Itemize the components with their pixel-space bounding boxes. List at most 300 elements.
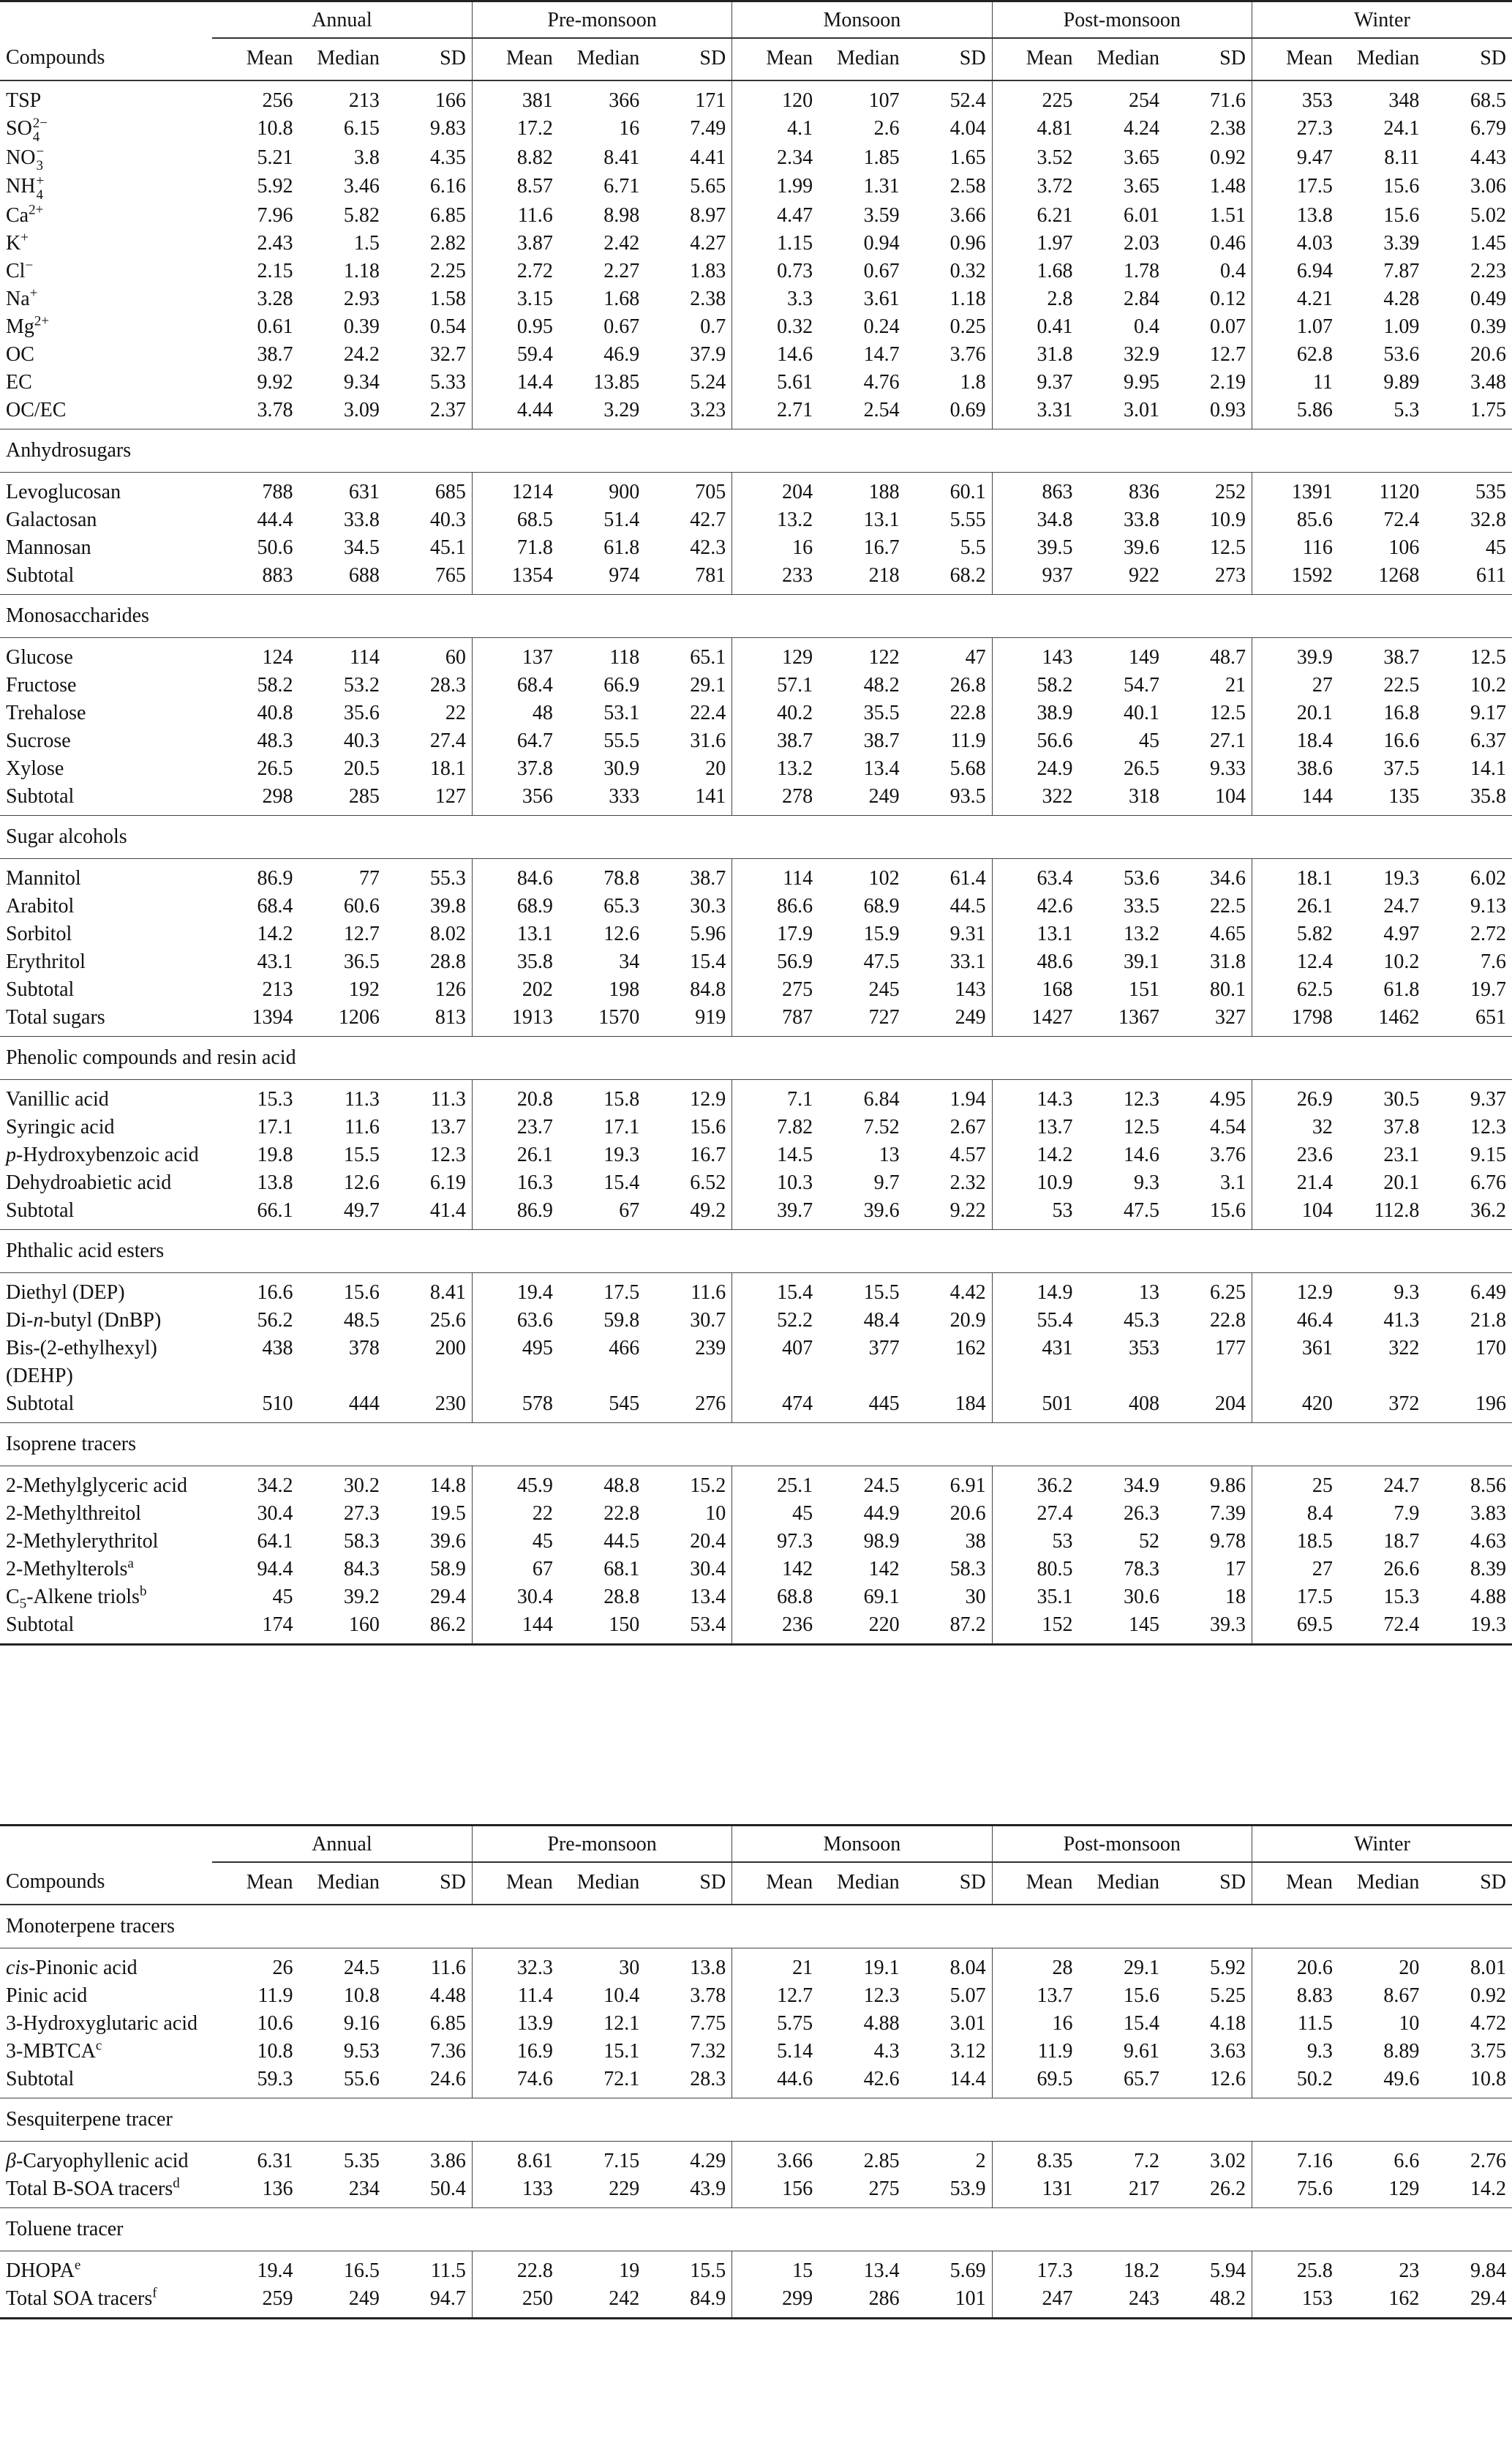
group-header-post-monsoon: Post-monsoon (992, 1, 1252, 39)
cell-winter-sd: 6.02 (1470, 866, 1506, 890)
cell-pre-monsoon-sd: 43.9 (690, 2177, 726, 2200)
cell-monsoon-median: 245 (868, 978, 900, 1001)
cell-annual-mean: 50.6 (257, 536, 293, 559)
compound-name: p-Hydroxybenzoic acid (6, 1143, 199, 1166)
subscript: 3 (36, 158, 43, 174)
cell-monsoon-mean: 129 (732, 637, 819, 672)
cell-winter-sd: 6.37 (1470, 729, 1506, 752)
cell-post-monsoon-median: 7.2 (1133, 2150, 1159, 2172)
cell-annual-median: 12.6 (343, 1171, 380, 1194)
cell-annual-sd: 4.35 (429, 146, 466, 169)
cell-annual-median: 1206 (338, 1005, 380, 1029)
cell-annual-sd: 45.1 (429, 536, 466, 559)
compound-name: Dehydroabietic acid (6, 1171, 172, 1194)
cell-post-monsoon-sd: 9.86 (1209, 1474, 1246, 1497)
cell-winter-sd: 2.23 (1470, 259, 1506, 282)
cell-winter-sd: 20.6 (1470, 342, 1506, 366)
cell-pre-monsoon-mean: 8.57 (472, 173, 558, 202)
cell-annual-median: 40.3 (343, 729, 380, 752)
cell-pre-monsoon-sd: 1.83 (690, 259, 726, 282)
cell-post-monsoon-mean: 17.3 (992, 2251, 1078, 2286)
cell-post-monsoon-mean: 63.4 (992, 858, 1078, 893)
cell-post-monsoon-sd: 2.19 (1209, 370, 1246, 394)
cell-annual-mean: 3.28 (257, 287, 293, 310)
cell-annual-median: 631 (348, 480, 380, 503)
cell-pre-monsoon-sd: 30.4 (690, 1557, 726, 1580)
cell-winter-sd: 2.72 (1470, 922, 1506, 945)
cell-post-monsoon-median: 0.4 (1133, 315, 1159, 338)
cell-monsoon-median: 102 (868, 866, 900, 890)
cell-monsoon-sd: 4.42 (949, 1280, 986, 1304)
cell-annual-sd: 126 (435, 978, 466, 1001)
cell-post-monsoon-sd: 0.4 (1219, 259, 1246, 282)
table-row (0, 173, 1512, 202)
cell-winter-sd: 35.8 (1470, 784, 1506, 808)
cell-post-monsoon-sd: 12.6 (1209, 2068, 1246, 2090)
cell-annual-sd: 25.6 (429, 1308, 466, 1332)
cell-monsoon-median: 13.4 (863, 757, 900, 780)
cell-post-monsoon-mean: 69.5 (992, 2066, 1078, 2098)
cell-pre-monsoon-mean: 35.8 (472, 948, 558, 976)
cell-winter-mean: 32 (1252, 1114, 1338, 1141)
mean-header: Mean (1252, 1862, 1338, 1905)
cell-annual-mean: 256 (262, 89, 293, 112)
cell-annual-median: 30.2 (343, 1474, 380, 1497)
cell-pre-monsoon-sd: 15.6 (690, 1115, 726, 1138)
cell-pre-monsoon-mean: 202 (472, 976, 558, 1004)
cell-monsoon-median: 13.1 (863, 508, 900, 531)
compound-name: Sorbitol (6, 922, 72, 945)
italic-text: cis (6, 1957, 29, 1979)
cell-annual-median: 84.3 (343, 1557, 380, 1580)
group-header-row (0, 1, 1512, 39)
empty-header-cell (0, 1826, 212, 1863)
cell-post-monsoon-median: 2.03 (1123, 231, 1159, 255)
cell-winter-sd: 2.76 (1470, 2150, 1506, 2172)
cell-monsoon-mean: 7.1 (732, 1079, 819, 1114)
mean-header: Mean (1252, 38, 1338, 80)
cell-pre-monsoon-median: 65.3 (603, 894, 640, 918)
cell-winter-sd: 32.8 (1470, 508, 1506, 531)
cell-monsoon-mean: 57.1 (732, 672, 819, 699)
cell-annual-mean: 438 (262, 1336, 293, 1359)
cell-post-monsoon-mean: 9.37 (992, 369, 1078, 397)
cell-pre-monsoon-sd: 15.4 (690, 950, 726, 973)
superscript: e (74, 2257, 81, 2273)
table-row (0, 2010, 1512, 2038)
cell-annual-median: 6.15 (343, 117, 380, 140)
cell-annual-mean: 298 (262, 784, 293, 808)
table-row (0, 2285, 1512, 2319)
sd-header: SD (699, 47, 726, 70)
cell-annual-median: 58.3 (343, 1529, 380, 1553)
cell-monsoon-sd: 162 (955, 1336, 986, 1359)
cell-pre-monsoon-mean: 45 (472, 1528, 558, 1556)
cell-post-monsoon-mean: 13.7 (992, 1982, 1078, 2010)
table-row (0, 115, 1512, 144)
data-table-part-2 (0, 1824, 1512, 2319)
cell-monsoon-median: 6.84 (863, 1087, 900, 1111)
cell-pre-monsoon-sd: 30.7 (690, 1308, 726, 1332)
cell-pre-monsoon-sd: 29.1 (690, 673, 726, 697)
compound-name: Subtotal (6, 2068, 75, 2090)
cell-winter-mean: 75.6 (1252, 2175, 1338, 2208)
cell-annual-mean: 2.15 (257, 259, 293, 282)
cell-post-monsoon-median: 13.2 (1123, 922, 1159, 945)
section-header-row (0, 429, 1512, 472)
cell-monsoon-sd: 2.58 (949, 175, 986, 198)
cell-post-monsoon-mean: 937 (992, 562, 1078, 595)
table-row (0, 202, 1512, 230)
cell-monsoon-median: 24.5 (863, 1474, 900, 1497)
cell-post-monsoon-mean: 80.5 (992, 1556, 1078, 1583)
cell-pre-monsoon-mean: 17.2 (472, 115, 558, 144)
cell-pre-monsoon-mean: 20.8 (472, 1079, 558, 1114)
compound-name: 2-Methylthreitol (6, 1501, 142, 1525)
cell-annual-mean: 56.2 (257, 1308, 293, 1332)
cell-post-monsoon-mean: 131 (992, 2175, 1078, 2208)
section-title: Phenolic compounds and resin acid (0, 1036, 1512, 1079)
cell-monsoon-mean: 5.14 (732, 2038, 819, 2066)
cell-winter-sd: 10.8 (1470, 2068, 1506, 2090)
cell-post-monsoon-median: 54.7 (1123, 673, 1159, 697)
compound-name: Na+ (6, 285, 38, 310)
cell-annual-median: 11.3 (344, 1087, 380, 1111)
cell-annual-sd: 2.82 (429, 231, 466, 255)
cell-annual-median: 160 (348, 1613, 380, 1636)
cell-monsoon-mean: 407 (732, 1335, 819, 1390)
charge-script (36, 174, 44, 202)
median-header: Median (576, 47, 640, 70)
cell-annual-sd: 8.02 (429, 922, 466, 945)
compound-name: Fructose (6, 673, 77, 697)
group-header-winter: Winter (1252, 1826, 1512, 1863)
cell-monsoon-mean: 38.7 (732, 727, 819, 755)
cell-pre-monsoon-mean: 45.9 (472, 1466, 558, 1500)
italic-text: p (6, 1143, 16, 1166)
cell-annual-median: 3.8 (353, 146, 380, 169)
cell-pre-monsoon-mean: 86.9 (472, 1197, 558, 1230)
compound-name: Pinic acid (6, 1984, 88, 2007)
cell-monsoon-sd: 11.9 (950, 729, 986, 752)
cell-post-monsoon-mean: 38.9 (992, 699, 1078, 727)
cell-winter-mean: 11 (1252, 369, 1338, 397)
compound-name: Subtotal (6, 784, 75, 808)
cell-pre-monsoon-mean: 381 (472, 80, 558, 115)
cell-annual-sd: 11.5 (430, 2259, 466, 2282)
mean-header: Mean (992, 38, 1078, 80)
mean-header: Mean (246, 1871, 293, 1894)
cell-pre-monsoon-mean: 68.4 (472, 672, 558, 699)
cell-monsoon-sd: 3.76 (949, 342, 986, 366)
cell-monsoon-sd: 22.8 (949, 701, 986, 724)
cell-pre-monsoon-median: 242 (609, 2287, 640, 2310)
cell-post-monsoon-sd: 3.1 (1219, 1171, 1246, 1194)
cell-post-monsoon-mean: 863 (992, 472, 1078, 506)
compound-name: $Ca^{2+}$ (6, 202, 44, 227)
cell-monsoon-median: 4.76 (863, 370, 900, 394)
cell-annual-median: 12.7 (343, 922, 380, 945)
cell-monsoon-mean: 1.15 (732, 230, 819, 258)
cell-winter-median: 19.3 (1383, 866, 1420, 890)
cell-post-monsoon-sd: 252 (1214, 480, 1246, 503)
cell-post-monsoon-mean: 6.21 (992, 202, 1078, 230)
cell-pre-monsoon-sd: 4.41 (690, 146, 726, 169)
cell-post-monsoon-median: 33.8 (1123, 508, 1159, 531)
cell-post-monsoon-sd: 27.1 (1209, 729, 1246, 752)
cell-post-monsoon-median: 14.6 (1123, 1143, 1159, 1166)
section-title: Phthalic acid esters (0, 1229, 1512, 1272)
cell-winter-mean: 13.8 (1252, 202, 1338, 230)
cell-annual-mean: 10.8 (257, 117, 293, 140)
cell-pre-monsoon-median: 333 (609, 784, 640, 808)
cell-post-monsoon-median: 836 (1128, 480, 1159, 503)
cell-post-monsoon-median: 408 (1128, 1392, 1159, 1415)
cell-annual-sd: 685 (435, 480, 466, 503)
cell-pre-monsoon-sd: 42.7 (690, 508, 726, 531)
superscript: − (25, 258, 34, 274)
mean-header: Mean (732, 1862, 819, 1905)
median-header: Median (837, 47, 900, 70)
median-header: Median (1097, 47, 1159, 70)
superscript: 2+ (29, 202, 44, 218)
cell-winter-sd: 4.88 (1470, 1585, 1506, 1608)
table-row (0, 2142, 1512, 2176)
cell-winter-median: 15.6 (1383, 175, 1420, 198)
cell-annual-mean: 10.8 (257, 2040, 293, 2063)
compound-name: Total B-SOA tracers$^d$ (6, 2175, 180, 2200)
cell-post-monsoon-sd: 22.5 (1209, 894, 1246, 918)
cell-annual-sd: 29.4 (429, 1585, 466, 1608)
table-row (0, 1307, 1512, 1335)
sd-header: SD (1480, 1871, 1506, 1894)
section-header-row (0, 1905, 1512, 1948)
cell-pre-monsoon-sd: 30.3 (690, 894, 726, 918)
cell-winter-mean: 420 (1252, 1390, 1338, 1423)
cell-winter-sd: 0.39 (1470, 315, 1506, 338)
cell-annual-sd: 60 (445, 645, 466, 669)
cell-post-monsoon-sd: 4.18 (1209, 2012, 1246, 2035)
table-row (0, 858, 1512, 893)
cell-winter-sd: 36.2 (1470, 1198, 1506, 1222)
cell-monsoon-mean: 4.47 (732, 202, 819, 230)
table-row (0, 1390, 1512, 1423)
cell-annual-sd: 39.6 (429, 1529, 466, 1553)
cell-annual-median: 234 (348, 2177, 380, 2200)
cell-annual-sd: 813 (435, 1005, 466, 1029)
cell-pre-monsoon-sd: 16.7 (690, 1143, 726, 1166)
cell-post-monsoon-mean: 10.9 (992, 1169, 1078, 1197)
cell-pre-monsoon-median: 7.15 (603, 2150, 640, 2172)
cell-annual-sd: 13.7 (429, 1115, 466, 1138)
cell-winter-median: 129 (1388, 2177, 1420, 2200)
cell-post-monsoon-median: 3.65 (1123, 146, 1159, 169)
cell-annual-mean: 26.5 (257, 757, 293, 780)
cell-monsoon-mean: 14.5 (732, 1141, 819, 1169)
cell-pre-monsoon-median: 150 (609, 1613, 640, 1636)
cell-monsoon-sd: 68.2 (949, 563, 986, 587)
cell-winter-median: 24.7 (1383, 1474, 1420, 1497)
cell-post-monsoon-mean: 35.1 (992, 1583, 1078, 1611)
section-title: Isoprene tracers (0, 1422, 1512, 1466)
cell-monsoon-mean: 236 (732, 1611, 819, 1645)
cell-post-monsoon-mean: 28 (992, 1948, 1078, 1983)
cell-annual-sd: 11.6 (430, 1957, 466, 1979)
cell-winter-median: 23 (1399, 2259, 1420, 2282)
compound-name: Galactosan (6, 508, 97, 531)
cell-pre-monsoon-mean: 59.4 (472, 341, 558, 369)
cell-pre-monsoon-mean: 495 (472, 1335, 558, 1390)
cell-monsoon-mean: 233 (732, 562, 819, 595)
compound-name: Mannosan (6, 536, 91, 559)
cell-annual-median: 11.6 (344, 1115, 380, 1138)
cell-annual-median: 213 (348, 89, 380, 112)
cell-monsoon-sd: 87.2 (949, 1613, 986, 1636)
cell-winter-mean: 7.16 (1252, 2142, 1338, 2176)
table-row (0, 369, 1512, 397)
cell-winter-sd: 170 (1475, 1336, 1506, 1359)
cell-pre-monsoon-sd: 28.3 (690, 2068, 726, 2090)
cell-pre-monsoon-median: 3.29 (603, 398, 640, 421)
cell-post-monsoon-mean: 1.68 (992, 258, 1078, 285)
cell-winter-mean: 27.3 (1252, 115, 1338, 144)
cell-winter-sd: 6.49 (1470, 1280, 1506, 1304)
table-row (0, 562, 1512, 595)
cell-winter-median: 24.7 (1383, 894, 1420, 918)
cell-post-monsoon-median: 18.2 (1123, 2259, 1159, 2282)
cell-post-monsoon-median: 1.78 (1123, 259, 1159, 282)
mean-header: Mean (992, 1862, 1078, 1905)
cell-monsoon-median: 13.4 (863, 2259, 900, 2282)
cell-annual-median: 1.5 (353, 231, 380, 255)
cell-annual-sd: 1.58 (429, 287, 466, 310)
cell-winter-median: 30.5 (1383, 1087, 1420, 1111)
cell-monsoon-median: 727 (868, 1005, 900, 1029)
cell-monsoon-mean: 25.1 (732, 1466, 819, 1500)
cell-winter-mean: 116 (1252, 534, 1338, 562)
cell-monsoon-median: 15.9 (863, 922, 900, 945)
cell-monsoon-median: 0.94 (863, 231, 900, 255)
table-row (0, 1466, 1512, 1500)
cell-pre-monsoon-sd: 65.1 (690, 645, 726, 669)
cell-monsoon-mean: 0.32 (732, 313, 819, 341)
cell-pre-monsoon-sd: 5.65 (690, 175, 726, 198)
table-row (0, 1079, 1512, 1114)
cell-annual-sd: 22 (445, 701, 466, 724)
cell-pre-monsoon-median: 34 (619, 950, 640, 973)
cell-monsoon-mean: 68.8 (732, 1583, 819, 1611)
mean-header: Mean (472, 1862, 558, 1905)
cell-annual-sd: 5.33 (429, 370, 466, 394)
cell-annual-sd: 18.1 (429, 757, 466, 780)
superscript: c (95, 2038, 102, 2054)
cell-monsoon-sd: 33.1 (949, 950, 986, 973)
cell-annual-mean: 510 (262, 1392, 293, 1415)
cell-monsoon-mean: 5.75 (732, 2010, 819, 2038)
cell-post-monsoon-median: 9.3 (1133, 1171, 1159, 1194)
cell-pre-monsoon-median: 15.1 (603, 2040, 640, 2063)
cell-winter-median: 9.89 (1383, 370, 1420, 394)
cell-pre-monsoon-median: 46.9 (603, 342, 640, 366)
cell-post-monsoon-mean: 11.9 (992, 2038, 1078, 2066)
cell-annual-sd: 9.83 (429, 117, 466, 140)
cell-pre-monsoon-mean: 16.9 (472, 2038, 558, 2066)
cell-post-monsoon-mean: 0.41 (992, 313, 1078, 341)
cell-post-monsoon-median: 32.9 (1123, 342, 1159, 366)
cell-annual-sd: 7.36 (429, 2040, 466, 2063)
cell-winter-sd: 3.83 (1470, 1501, 1506, 1525)
cell-annual-median: 1.18 (343, 259, 380, 282)
cell-winter-sd: 14.1 (1470, 757, 1506, 780)
cell-post-monsoon-sd: 3.02 (1209, 2150, 1246, 2172)
cell-monsoon-median: 107 (868, 89, 900, 112)
cell-pre-monsoon-mean: 64.7 (472, 727, 558, 755)
section-header-row (0, 1422, 1512, 1466)
superscript: 2+ (34, 313, 50, 329)
superscript: + (36, 173, 45, 189)
cell-annual-median: 39.2 (343, 1585, 380, 1608)
cell-winter-mean: 25.8 (1252, 2251, 1338, 2286)
compound-name: Glucose (6, 645, 73, 669)
cell-monsoon-median: 4.3 (873, 2040, 900, 2063)
cell-pre-monsoon-median: 67 (619, 1198, 640, 1222)
cell-monsoon-median: 38.7 (863, 729, 900, 752)
cell-pre-monsoon-sd: 919 (695, 1005, 726, 1029)
compound-name: Sucrose (6, 729, 71, 752)
cell-annual-mean: 6.31 (257, 2150, 293, 2172)
cell-monsoon-sd: 93.5 (949, 784, 986, 808)
cell-pre-monsoon-median: 10.4 (603, 1984, 640, 2007)
cell-post-monsoon-sd: 177 (1214, 1336, 1246, 1359)
cell-pre-monsoon-mean: 16.3 (472, 1169, 558, 1197)
cell-post-monsoon-mean: 55.4 (992, 1307, 1078, 1335)
cell-pre-monsoon-mean: 74.6 (472, 2066, 558, 2098)
cell-pre-monsoon-sd: 781 (695, 563, 726, 587)
cell-post-monsoon-sd: 6.25 (1209, 1280, 1246, 1304)
compound-name: Subtotal (6, 1613, 75, 1636)
cell-winter-mean: 85.6 (1252, 506, 1338, 534)
compound-name: Subtotal (6, 978, 75, 1001)
cell-post-monsoon-median: 922 (1128, 563, 1159, 587)
cell-post-monsoon-sd: 7.39 (1209, 1501, 1246, 1525)
compound-name: Bis-(2-ethylhexyl) (DEHP) (6, 1336, 157, 1387)
cell-annual-sd: 55.3 (429, 866, 466, 890)
cell-winter-sd: 8.56 (1470, 1474, 1506, 1497)
cell-pre-monsoon-median: 16 (619, 117, 640, 140)
compound-name: NO − 3 (6, 144, 45, 174)
cell-pre-monsoon-mean: 48 (472, 699, 558, 727)
cell-pre-monsoon-sd: 171 (695, 89, 726, 112)
table-row (0, 1528, 1512, 1556)
cell-pre-monsoon-mean: 144 (472, 1611, 558, 1645)
cell-pre-monsoon-mean: 11.4 (472, 1982, 558, 2010)
cell-post-monsoon-median: 26.3 (1123, 1501, 1159, 1525)
cell-post-monsoon-sd: 0.92 (1209, 146, 1246, 169)
superscript: a (127, 1556, 134, 1572)
cell-pre-monsoon-sd: 42.3 (690, 536, 726, 559)
cell-monsoon-sd: 5.68 (949, 757, 986, 780)
cell-winter-sd: 10.2 (1470, 673, 1506, 697)
cell-annual-sd: 39.8 (429, 894, 466, 918)
section-title: Monoterpene tracers (0, 1905, 1512, 1948)
cell-pre-monsoon-mean: 3.87 (472, 230, 558, 258)
cell-monsoon-mean: 10.3 (732, 1169, 819, 1197)
sd-header: SD (959, 1871, 986, 1894)
table-row (0, 1272, 1512, 1307)
cell-pre-monsoon-sd: 15.2 (690, 1474, 726, 1497)
cell-monsoon-median: 98.9 (863, 1529, 900, 1553)
cell-winter-median: 1120 (1379, 480, 1420, 503)
